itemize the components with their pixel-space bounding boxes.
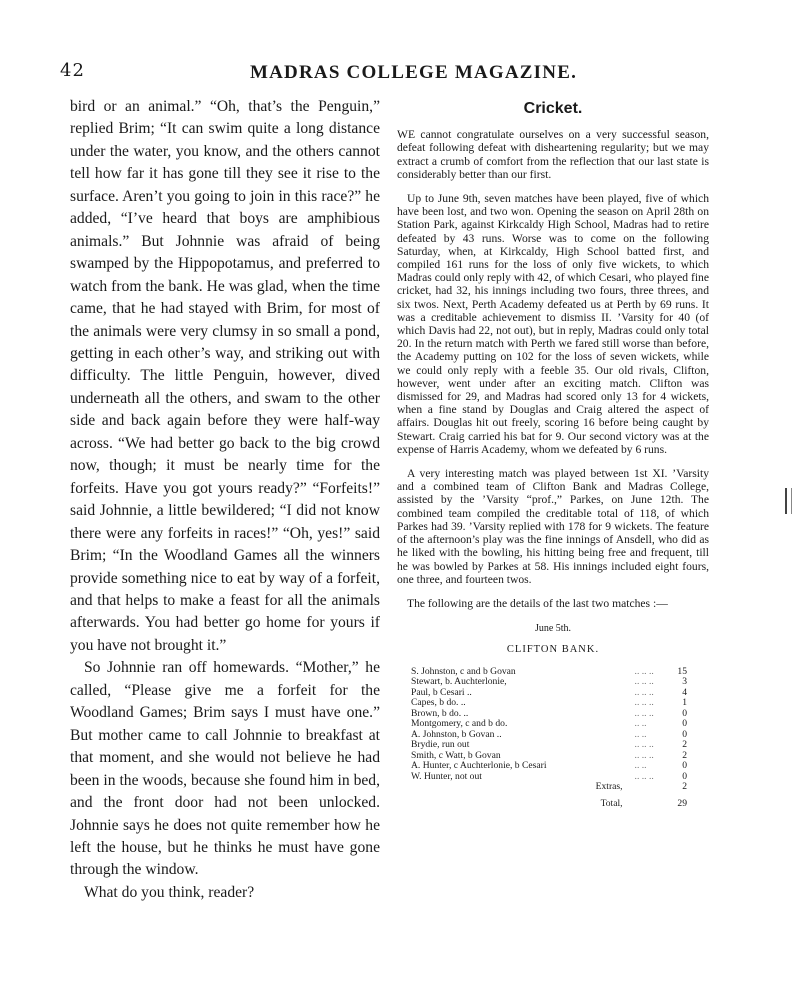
story-paragraph-3: What do you think, reader? <box>84 883 255 901</box>
leader-dots: .. .. .. <box>634 665 654 677</box>
scorecard-row <box>411 719 687 730</box>
batsman-runs: 1 <box>682 697 687 709</box>
scorecard-row <box>411 772 687 783</box>
story-column <box>70 96 380 904</box>
batsman-name: S. Johnston, c and b Govan <box>411 665 516 677</box>
story-paragraph-2: So Johnnie ran off homewards. “Mother,” he called, “Please give me a forfeit for the Woodland Games; Brim says I must have one.” But mother came to call Johnnie to breakfast at that moment, and she would not believe he had been in the woods, because she found him in bed, and the front door had not been unlocked. Johnnie says he does not quite remember how he left the house, but he thinks he must have gone through the window. <box>70 659 380 879</box>
batsman-runs: 2 <box>682 739 687 751</box>
batsman-runs: 0 <box>682 728 687 740</box>
batsman-runs: 3 <box>682 676 687 688</box>
scorecard-row <box>411 740 687 751</box>
page-number: 42 <box>60 60 85 81</box>
batsman-name: Brydie, run out <box>411 739 470 751</box>
leader-dots: .. .. .. <box>634 749 654 761</box>
scorecard-row <box>411 698 687 709</box>
extras-value: 2 <box>682 781 687 793</box>
story-paragraph-1: bird or an animal.” “Oh, that’s the Penguin,” replied Brim; “It can swim quite a long distance under the water, you know, and the others cannot tell how far it has gone till they see it rise to the surface. Aren’t you going to join in this race?” he added, “I’ve heard that boys are amphibious animals.” But Johnnie was afraid of being swamped by the Hippopotamus, and preferred to watch from the bank. He was glad, when the time came, that he had stayed with Brim, for most of the animals were very clumsy in so small a pond, getting in each other’s way, and striking out with difficulty. The little Penguin, however, dived underneath all the others, and swam to the other side and back again before they were half-way across. “We had better go back to the big crowd now, though; it must be nearly time for the forfeits. Have you got yours ready?” “Forfeits!” said Johnnie, a little bewildered; “I did not know there were any forfeits in races!” “Oh, yes!” said Brim; “In the Woodland Games all the winners provide something nice to eat by way of a forfeit, and that helps to make a feast for all the animals afterwards. You had better go home for yours if you have not brought it.” <box>70 98 380 654</box>
leader-dots: .. .. <box>634 718 647 730</box>
batsman-name: Montgomery, c and b do. <box>411 718 508 730</box>
batsman-runs: 0 <box>682 770 687 782</box>
cricket-paragraph-2: Up to June 9th, seven matches have been played, five of which have been lost, and two won. Opening the season on April 28th on Station Park, against Kirkcaldy High School, Madras had to retire defeated by 43 runs. Worse was to come on the following Saturday, when, at Kirkcaldy, High School batted first, and compiled 161 runs for the loss of only five wickets, to which Madras could only reply with 42, of which Cesari, who played fine cricket, had 32, his innings including two fours, three threes, and six twos. Next, Perth Academy defeated us at Perth by 69 runs. It was a creditable achievement to dismiss II. ’Varsity for 40 (of which Davis had 22, not out), but in reply, Madras could only total 20. In the return match with Perth we fared still worse than before, the Academy putting on 102 for the loss of seven wickets, while we could only reply with a feeble 35. Our old rivals, Clifton, however, went under after an exciting match. Clifton was dismissed for 29, and Madras had scored only 13 for 4 wickets, when a fine stand by Douglas and Craig altered the aspect of affairs. Douglas hit out freely, scoring 16 before being caught by Stewart. Craig carried his bat for 9. Our second victory was at the expense of Harris Academy, whom we defeated by 6 runs. <box>397 192 709 456</box>
scorecard-table <box>411 667 687 810</box>
leader-dots: .. .. .. <box>634 697 654 709</box>
team-name: CLIFTON BANK. <box>506 644 600 656</box>
margin-mark <box>785 488 792 514</box>
batsman-runs: 0 <box>682 718 687 730</box>
leader-dots: .. .. <box>634 728 647 740</box>
leader-dots: .. .. .. <box>634 686 654 698</box>
batsman-name: W. Hunter, not out <box>411 770 482 782</box>
batsman-name: Capes, b do. .. <box>411 697 466 709</box>
batsman-name: Brown, b do. .. <box>411 707 469 719</box>
batsman-runs: 2 <box>682 749 687 761</box>
total-label: Total, <box>600 797 623 809</box>
batsman-name: Smith, c Watt, b Govan <box>411 749 501 761</box>
cricket-column <box>397 96 709 809</box>
total-value: 29 <box>677 797 687 809</box>
batsman-runs: 15 <box>677 665 687 677</box>
batsman-name: Stewart, b. Auchterlonie, <box>411 676 507 688</box>
total-row <box>411 793 687 810</box>
leader-dots: .. .. .. <box>634 739 654 751</box>
cricket-paragraph-3: A very interesting match was played between 1st XI. ’Varsity and a combined team of Clifton Bank and Madras College, assisted by the ’Varsity “prof.,” Parkes, on June 12th. The combined team compiled the creditable total of 118, of which Parkes had 39. ’Varsity replied with 178 for 9 wickets. The feature of the afternoon’s play was the fine innings of Ansdell, who did as he liked with the bowling, his hitting being free and frequent, till he was bowled by Parkes at 58. His innings included eight fours, one three, and fourteen twos. <box>397 467 709 586</box>
leader-dots <box>629 793 669 810</box>
batsman-name: A. Johnston, b Govan .. <box>411 728 502 740</box>
extras-row <box>411 782 687 793</box>
extras-label: Extras, <box>595 781 623 793</box>
scorecard-row <box>411 761 687 772</box>
leader-dots: .. .. <box>634 760 647 772</box>
match-date: June 5th. <box>534 623 572 635</box>
leader-dots: .. .. .. <box>634 770 654 782</box>
cricket-paragraph-1: WE cannot congratulate ourselves on a very successful season, defeat following defeat with disheartening regularity; but we may extract a crumb of comfort from the reflection that our last state is considerably better than our first. <box>397 128 709 181</box>
cricket-heading: Cricket. <box>523 100 583 117</box>
batsman-name: Paul, b Cesari .. <box>411 686 472 698</box>
batsman-runs: 0 <box>682 760 687 772</box>
leader-dots: .. .. .. <box>634 707 654 719</box>
running-head: MADRAS COLLEGE MAGAZINE. <box>250 62 578 83</box>
scorecard-row <box>411 677 687 688</box>
cricket-paragraph-4: The following are the details of the last two matches :— <box>407 596 668 610</box>
leader-dots <box>629 782 669 793</box>
batsman-runs: 4 <box>682 686 687 698</box>
batsman-runs: 0 <box>682 707 687 719</box>
leader-dots: .. .. .. <box>634 676 654 688</box>
batsman-name: A. Hunter, c Auchterlonie, b Cesari <box>411 760 547 772</box>
